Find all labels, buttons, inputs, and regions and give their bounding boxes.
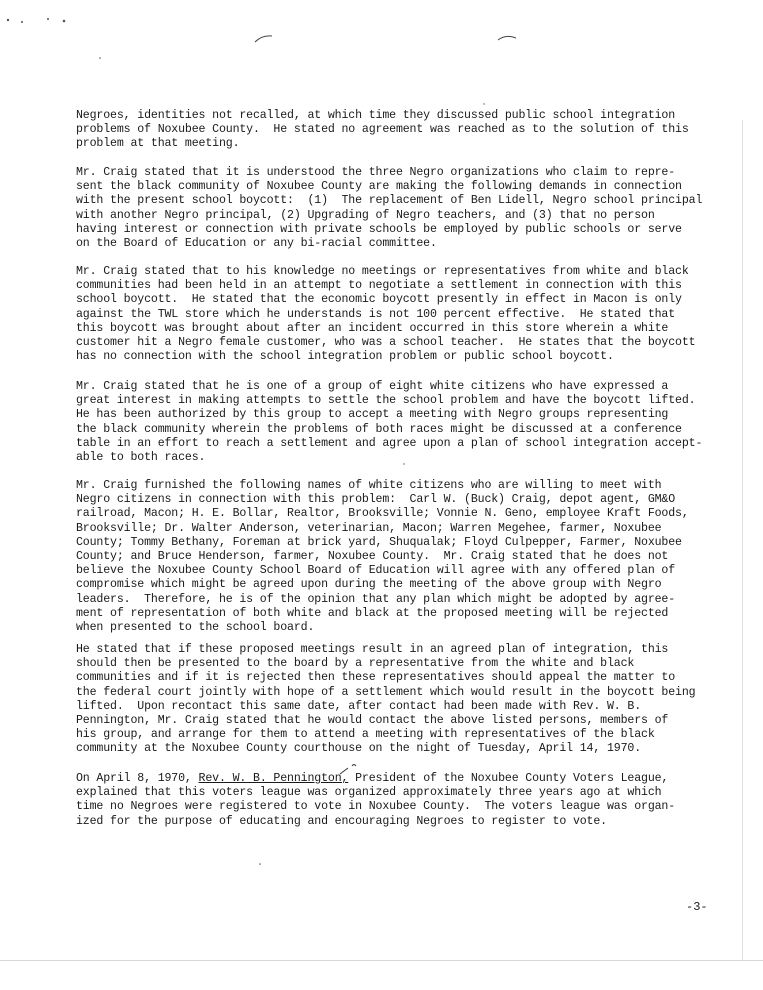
text-line: leaders. Therefore, he is of the opinion that any plan which might be adopted by agree- bbox=[76, 592, 676, 606]
text-line: Negro citizens in connection with this problem: Carl W. (Buck) Craig, depot agent, GM&O bbox=[76, 493, 676, 507]
text-line: problem at that meeting. bbox=[76, 137, 240, 151]
underlined-name: Rev. W. B. Pennington, bbox=[198, 772, 349, 785]
text-line: County; and Bruce Henderson, farmer, Noxubee County. Mr. Craig stated that he does not bbox=[76, 550, 669, 564]
text-line: having interest or connection with private schools be employed by public schools or serve bbox=[76, 222, 682, 236]
scan-edge-line bbox=[0, 960, 763, 961]
text-line: problems of Noxubee County. He stated no agreement was reached as to the solution of this bbox=[76, 123, 689, 137]
text-line: County; Tommy Bethany, Foreman at brick yard, Shuqualak; Floyd Culpepper, Farmer, Noxubee bbox=[76, 535, 682, 549]
text-line: table in an effort to reach a settlement and agree upon a plan of school integration accept- bbox=[76, 436, 703, 450]
text-line: when presented to the school board. bbox=[76, 621, 315, 635]
paragraph-4 bbox=[76, 380, 736, 465]
text-fragment: President of the Noxubee County Voters League, bbox=[348, 772, 669, 785]
text-line: Mr. Craig stated that to his knowledge no meetings or representatives from white and black bbox=[76, 265, 689, 278]
text-line: customer hit a Negro female customer, who was a school teacher. He states that the boycott bbox=[76, 336, 696, 350]
text-line: with the present school boycott: (1) The replacement of Ben Lidell, Negro school principal bbox=[76, 194, 703, 208]
text-line: compromise which might be agreed upon during the meeting of the above group with Negro bbox=[76, 578, 662, 592]
text-line: the black community wherein the problems of both races might be discussed at a conference bbox=[76, 422, 682, 436]
text-line bbox=[76, 772, 736, 786]
text-line: Pennington, Mr. Craig stated that he would contact the above listed persons, members of bbox=[76, 714, 669, 728]
page-number: -3- bbox=[686, 900, 708, 914]
text-line: community at the Noxubee County courthouse on the night of Tuesday, April 14, 1970. bbox=[76, 742, 642, 756]
paragraph-5 bbox=[76, 479, 736, 635]
text-line: this boycott was brought about after an incident occurred in this store wherein a white bbox=[76, 321, 669, 335]
text-line: great interest in making attempts to settle the school problem and have the boycott lifted. bbox=[76, 394, 696, 408]
text-line: railroad, Macon; H. E. Bollar, Realtor, Brooksville; Vonnie N. Geno, employee Kraft Foods, bbox=[76, 507, 689, 521]
text-line: ment of representation of both white and black at the proposed meeting will be rejected bbox=[76, 606, 669, 620]
paragraph-6 bbox=[76, 643, 736, 757]
text-line: able to both races. bbox=[76, 451, 206, 465]
text-line: his group, and arrange for them to attend a meeting with representatives of the black bbox=[76, 728, 655, 742]
text-line: Brooksville; Dr. Walter Anderson, veterinarian, Macon; Warren Megehee, farmer, Noxubee bbox=[76, 521, 662, 535]
text-line: explained that this voters league was organized approximately three years ago at which bbox=[76, 786, 662, 800]
text-line: on the Board of Education or any bi-racial committee. bbox=[76, 237, 437, 251]
text-line: should then be presented to the board by a representative from the white and black bbox=[76, 657, 635, 671]
paragraph-2 bbox=[76, 166, 736, 251]
text-line: Mr. Craig furnished the following names of white citizens who are willing to meet with bbox=[76, 479, 662, 492]
text-line: Mr. Craig stated that it is understood the three Negro organizations who claim to repre- bbox=[76, 166, 676, 179]
text-line: school boycott. He stated that the economic boycott presently in effect in Macon is only bbox=[76, 293, 682, 307]
paragraph-7 bbox=[76, 772, 736, 829]
scan-edge-line bbox=[742, 120, 743, 960]
text-line: communities had been held in an attempt to negotiate a settlement in connection with this bbox=[76, 279, 682, 293]
paragraph-3 bbox=[76, 265, 736, 364]
text-line: Mr. Craig stated that he is one of a group of eight white citizens who have expressed a bbox=[76, 380, 669, 393]
text-line: has no connection with the school integration problem or public school boycott. bbox=[76, 350, 614, 364]
text-line: He has been authorized by this group to accept a meeting with Negro groups representing bbox=[76, 408, 669, 422]
text-line: He stated that if these proposed meetings result in an agreed plan of integration, this bbox=[76, 643, 669, 656]
text-line: believe the Noxubee County School Board of Education will agree with any offered plan of bbox=[76, 564, 676, 578]
text-line: with another Negro principal, (2) Upgrading of Negro teachers, and (3) that no person bbox=[76, 208, 655, 222]
text-line: against the TWL store which he understands is not 100 percent effective. He stated that bbox=[76, 307, 676, 321]
text-line: Negroes, identities not recalled, at which time they discussed public school integration bbox=[76, 109, 676, 122]
text-line: communities and if it is rejected then these representatives should appeal the matter to bbox=[76, 671, 676, 685]
text-line: sent the black community of Noxubee County are making the following demands in connection bbox=[76, 180, 682, 194]
text-line: ized for the purpose of educating and encouraging Negroes to register to vote. bbox=[76, 814, 607, 828]
paragraph-1 bbox=[76, 109, 736, 152]
text-line: time no Negroes were registered to vote in Noxubee County. The voters league was organ- bbox=[76, 800, 676, 814]
text-line: the federal court jointly with hope of a settlement which would result in the boycott being bbox=[76, 685, 696, 699]
text-line: lifted. Upon recontact this same date, after contact had been made with Rev. W. B. bbox=[76, 699, 642, 713]
text-fragment: On April 8, 1970, bbox=[76, 772, 199, 785]
